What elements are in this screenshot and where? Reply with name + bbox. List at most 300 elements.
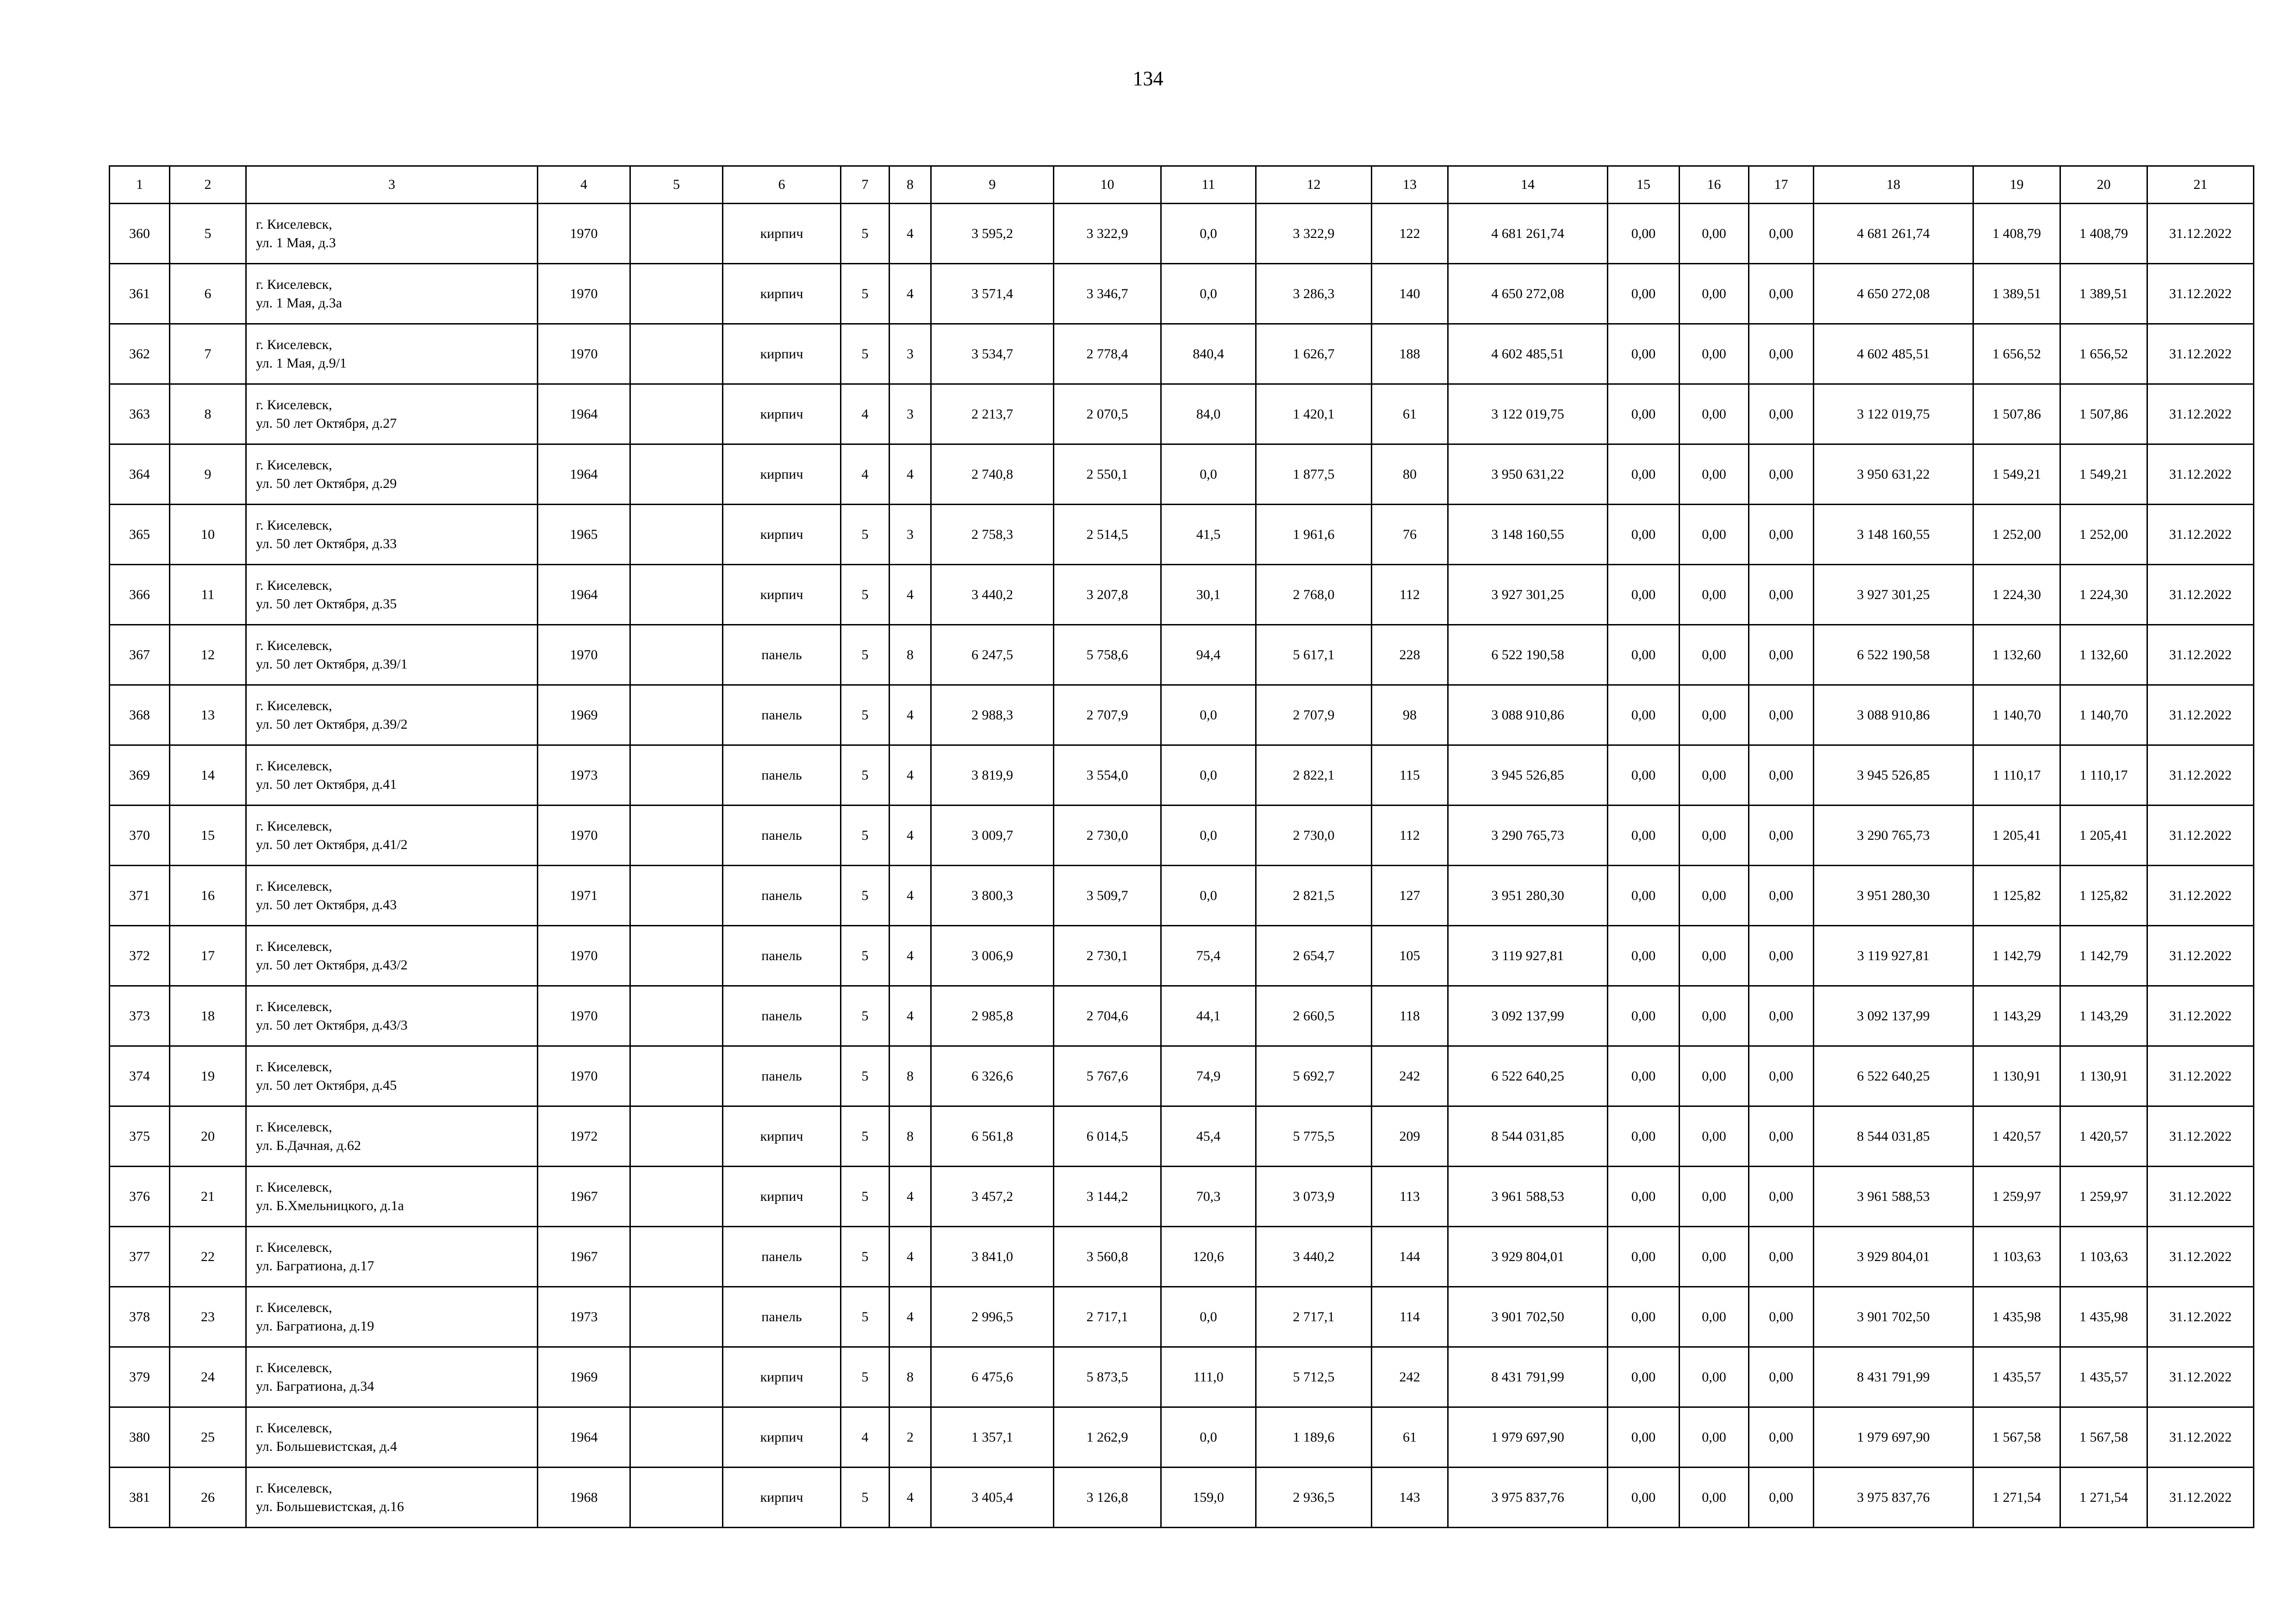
table-cell: 4 602 485,51 [1448, 324, 1608, 384]
table-cell: 3 405,4 [931, 1468, 1054, 1528]
table-cell: 362 [110, 324, 170, 384]
table-cell: 76 [1372, 505, 1448, 565]
table-cell: 0,00 [1608, 1468, 1680, 1528]
table-cell: 3 [890, 505, 931, 565]
address-cell [246, 565, 538, 625]
table-cell: 368 [110, 685, 170, 745]
table-cell: 1 130,91 [2060, 1046, 2147, 1106]
table-cell: 31.12.2022 [2147, 1046, 2254, 1106]
address-city: г. Киселевск, [256, 878, 332, 894]
table-cell: кирпич [723, 444, 841, 505]
table-cell: 4 602 485,51 [1814, 324, 1973, 384]
table-cell [630, 1407, 723, 1468]
table-cell: 0,00 [1680, 1287, 1749, 1347]
table-cell [630, 926, 723, 986]
table-cell: 1 110,17 [2060, 745, 2147, 806]
table-cell: 5 [841, 565, 890, 625]
table-cell: 3 [890, 384, 931, 444]
table-cell: 4 [890, 685, 931, 745]
table-cell: 0,0 [1161, 685, 1256, 745]
table-cell: 31.12.2022 [2147, 204, 2254, 264]
table-cell: 0,00 [1608, 745, 1680, 806]
table-cell: 4 650 272,08 [1448, 264, 1608, 324]
table-cell: 0,00 [1749, 926, 1814, 986]
table-cell: 2 985,8 [931, 986, 1054, 1046]
table-cell: кирпич [723, 1407, 841, 1468]
table-cell: 4 [841, 444, 890, 505]
table-cell [630, 1227, 723, 1287]
address-cell [246, 324, 538, 384]
table-cell: 0,00 [1680, 204, 1749, 264]
table-cell: 0,00 [1749, 565, 1814, 625]
table-cell: 0,0 [1161, 1407, 1256, 1468]
column-header: 21 [2147, 166, 2254, 204]
table-cell: 1 961,6 [1256, 505, 1372, 565]
table-cell: 370 [110, 806, 170, 866]
column-header: 4 [538, 166, 630, 204]
table-cell: 0,00 [1680, 505, 1749, 565]
address-city: г. Киселевск, [256, 1299, 332, 1315]
table-cell: 5 [841, 204, 890, 264]
table-cell: 6 522 640,25 [1814, 1046, 1973, 1106]
table-cell: 4 [890, 264, 931, 324]
table-cell: 5 [841, 1167, 890, 1227]
table-cell: 1 132,60 [2060, 625, 2147, 685]
table-cell: 16 [170, 866, 246, 926]
table-cell [630, 1046, 723, 1106]
table-cell: 3 119 927,81 [1814, 926, 1973, 986]
address-street: ул. 50 лет Октября, д.27 [256, 415, 397, 431]
column-header: 9 [931, 166, 1054, 204]
table-cell: 1 549,21 [2060, 444, 2147, 505]
table-cell: 31.12.2022 [2147, 1287, 2254, 1347]
table-cell: 61 [1372, 1407, 1448, 1468]
table-cell: 371 [110, 866, 170, 926]
table-cell: 18 [170, 986, 246, 1046]
table-cell: 0,00 [1680, 324, 1749, 384]
address-cell [246, 866, 538, 926]
table-cell: 5 [841, 986, 890, 1046]
table-cell: 26 [170, 1468, 246, 1528]
table-cell: 3 290 765,73 [1448, 806, 1608, 866]
table-cell: 0,00 [1680, 685, 1749, 745]
table-cell: 1965 [538, 505, 630, 565]
table-cell: 14 [170, 745, 246, 806]
table-cell: 8 [890, 1347, 931, 1407]
table-cell: 0,00 [1608, 986, 1680, 1046]
table-cell: 7 [170, 324, 246, 384]
table-row [110, 1287, 2254, 1347]
table-cell: 144 [1372, 1227, 1448, 1287]
column-header: 3 [246, 166, 538, 204]
address-cell [246, 625, 538, 685]
address-street: ул. 50 лет Октября, д.33 [256, 536, 397, 551]
table-cell: 3 554,0 [1054, 745, 1161, 806]
table-cell: 3 440,2 [1256, 1227, 1372, 1287]
table-cell: 242 [1372, 1347, 1448, 1407]
table-cell: 5 758,6 [1054, 625, 1161, 685]
address-street: ул. 50 лет Октября, д.43/3 [256, 1017, 408, 1033]
address-cell [246, 1167, 538, 1227]
table-cell: кирпич [723, 565, 841, 625]
table-cell: 3 901 702,50 [1448, 1287, 1608, 1347]
table-cell: 5 [841, 324, 890, 384]
table-cell: 375 [110, 1106, 170, 1167]
table-row [110, 565, 2254, 625]
table-cell: 17 [170, 926, 246, 986]
table-cell: 242 [1372, 1046, 1448, 1106]
address-street: ул. 50 лет Октября, д.45 [256, 1077, 397, 1093]
table-cell: 31.12.2022 [2147, 1407, 2254, 1468]
table-row [110, 1227, 2254, 1287]
table-cell: 1964 [538, 384, 630, 444]
table-cell: 1 142,79 [2060, 926, 2147, 986]
table-cell [630, 565, 723, 625]
column-header: 16 [1680, 166, 1749, 204]
table-cell: 4 681 261,74 [1448, 204, 1608, 264]
table-row [110, 204, 2254, 264]
column-header: 5 [630, 166, 723, 204]
table-cell: 113 [1372, 1167, 1448, 1227]
table-cell: 31.12.2022 [2147, 1227, 2254, 1287]
table-cell: панель [723, 685, 841, 745]
address-street: ул. Большевистская, д.16 [256, 1499, 404, 1514]
table-cell: 6 522 640,25 [1448, 1046, 1608, 1106]
address-street: ул. 50 лет Октября, д.39/1 [256, 656, 408, 672]
table-row [110, 324, 2254, 384]
table-cell: 5 [841, 1287, 890, 1347]
table-row [110, 264, 2254, 324]
table-cell: 6 522 190,58 [1448, 625, 1608, 685]
table-cell: панель [723, 1046, 841, 1106]
table-cell [630, 384, 723, 444]
table-cell: 1 656,52 [2060, 324, 2147, 384]
table-cell: 1 979 697,90 [1448, 1407, 1608, 1468]
table-cell: 5 692,7 [1256, 1046, 1372, 1106]
address-city: г. Киселевск, [256, 457, 332, 473]
table-cell: 2 654,7 [1256, 926, 1372, 986]
table-cell: 2 822,1 [1256, 745, 1372, 806]
address-city: г. Киселевск, [256, 637, 332, 653]
table-cell: 0,00 [1680, 444, 1749, 505]
table-cell: 3 560,8 [1054, 1227, 1161, 1287]
address-cell [246, 384, 538, 444]
table-cell: 31.12.2022 [2147, 505, 2254, 565]
address-city: г. Киселевск, [256, 276, 332, 292]
address-city: г. Киселевск, [256, 517, 332, 533]
table-cell: 0,00 [1680, 986, 1749, 1046]
table-cell: 120,6 [1161, 1227, 1256, 1287]
table-cell: 6 475,6 [931, 1347, 1054, 1407]
table-cell: 1 130,91 [1973, 1046, 2060, 1106]
column-header: 11 [1161, 166, 1256, 204]
table-cell: кирпич [723, 384, 841, 444]
table-cell: 1 125,82 [2060, 866, 2147, 926]
table-cell: 0,00 [1608, 204, 1680, 264]
table-cell: 1 143,29 [1973, 986, 2060, 1046]
table-cell: 3 927 301,25 [1814, 565, 1973, 625]
table-cell: 2 707,9 [1054, 685, 1161, 745]
address-city: г. Киселевск, [256, 818, 332, 834]
table-cell: 3 929 804,01 [1814, 1227, 1973, 1287]
table-cell: 3 122 019,75 [1448, 384, 1608, 444]
table-cell: 31.12.2022 [2147, 625, 2254, 685]
table-cell: 94,4 [1161, 625, 1256, 685]
table-cell: 3 961 588,53 [1814, 1167, 1973, 1227]
table-cell: панель [723, 745, 841, 806]
table-cell: 1 389,51 [1973, 264, 2060, 324]
table-cell: 6 014,5 [1054, 1106, 1161, 1167]
table-cell: 1 132,60 [1973, 625, 2060, 685]
table-cell: 0,00 [1680, 1167, 1749, 1227]
table-cell: 5 [841, 625, 890, 685]
table-row [110, 685, 2254, 745]
table-cell: 1964 [538, 444, 630, 505]
table-cell: 2 988,3 [931, 685, 1054, 745]
table-cell: 5 [841, 1468, 890, 1528]
table-cell: 0,00 [1749, 1407, 1814, 1468]
address-cell [246, 1106, 538, 1167]
table-cell [630, 1287, 723, 1347]
table-cell: 2 707,9 [1256, 685, 1372, 745]
table-cell: 44,1 [1161, 986, 1256, 1046]
table-row [110, 1046, 2254, 1106]
table-cell: 1964 [538, 1407, 630, 1468]
table-cell: 2 717,1 [1256, 1287, 1372, 1347]
table-cell: 1 420,1 [1256, 384, 1372, 444]
table-cell: 840,4 [1161, 324, 1256, 384]
table-cell: 373 [110, 986, 170, 1046]
address-cell [246, 806, 538, 866]
table-row [110, 926, 2254, 986]
table-cell [630, 986, 723, 1046]
address-street: ул. 1 Мая, д.3 [256, 235, 336, 250]
table-cell: 70,3 [1161, 1167, 1256, 1227]
table-cell: 1 567,58 [1973, 1407, 2060, 1468]
table-cell [630, 1106, 723, 1167]
table-cell: 0,00 [1608, 1106, 1680, 1167]
table-cell: 5 617,1 [1256, 625, 1372, 685]
table-cell: 0,00 [1680, 1106, 1749, 1167]
table-cell: панель [723, 625, 841, 685]
table-cell: 1969 [538, 685, 630, 745]
address-street: ул. Большевистская, д.4 [256, 1438, 397, 1454]
table-cell: 1970 [538, 625, 630, 685]
table-cell: 74,9 [1161, 1046, 1256, 1106]
table-cell: 369 [110, 745, 170, 806]
table-cell: 372 [110, 926, 170, 986]
table-cell [630, 264, 723, 324]
table-cell: 366 [110, 565, 170, 625]
table-cell: 1968 [538, 1468, 630, 1528]
table-cell: кирпич [723, 1167, 841, 1227]
table-cell: 0,00 [1749, 324, 1814, 384]
table-cell: 61 [1372, 384, 1448, 444]
table-cell: 0,00 [1680, 806, 1749, 866]
table-cell: 3 509,7 [1054, 866, 1161, 926]
address-street: ул. 50 лет Октября, д.39/2 [256, 716, 408, 732]
table-cell: 0,00 [1680, 745, 1749, 806]
table-cell: 379 [110, 1347, 170, 1407]
table-row [110, 806, 2254, 866]
table-cell: 140 [1372, 264, 1448, 324]
table-cell: 0,00 [1749, 1046, 1814, 1106]
table-cell: 5 [170, 204, 246, 264]
table-cell: 24 [170, 1347, 246, 1407]
table-cell: 1 271,54 [1973, 1468, 2060, 1528]
table-cell: 3 088 910,86 [1448, 685, 1608, 745]
table-cell: 0,0 [1161, 866, 1256, 926]
table-cell: 0,00 [1608, 625, 1680, 685]
table-cell: 374 [110, 1046, 170, 1106]
table-cell: 3 207,8 [1054, 565, 1161, 625]
table-cell: 1 435,57 [1973, 1347, 2060, 1407]
table-cell: 5 767,6 [1054, 1046, 1161, 1106]
table-cell: 31.12.2022 [2147, 866, 2254, 926]
address-city: г. Киселевск, [256, 1179, 332, 1195]
table-cell: 0,00 [1680, 625, 1749, 685]
table-cell: 2 070,5 [1054, 384, 1161, 444]
table-cell: 22 [170, 1227, 246, 1287]
table-cell: 0,00 [1608, 444, 1680, 505]
table-cell: 1 435,57 [2060, 1347, 2147, 1407]
table-row [110, 444, 2254, 505]
table-cell: 3 975 837,76 [1814, 1468, 1973, 1528]
table-cell [630, 444, 723, 505]
table-cell: 1967 [538, 1227, 630, 1287]
table-cell: 0,00 [1608, 324, 1680, 384]
table-cell: 31.12.2022 [2147, 745, 2254, 806]
address-city: г. Киселевск, [256, 577, 332, 593]
column-header: 6 [723, 166, 841, 204]
table-cell: кирпич [723, 1106, 841, 1167]
table-cell: 1970 [538, 324, 630, 384]
table-cell: 0,00 [1608, 685, 1680, 745]
table-cell: 0,00 [1749, 1106, 1814, 1167]
table-cell [630, 866, 723, 926]
table-cell: 31.12.2022 [2147, 384, 2254, 444]
table-cell: 80 [1372, 444, 1448, 505]
address-cell [246, 685, 538, 745]
table-cell: 0,0 [1161, 806, 1256, 866]
table-cell: 3 595,2 [931, 204, 1054, 264]
table-cell: 1973 [538, 1287, 630, 1347]
address-city: г. Киселевск, [256, 1360, 332, 1375]
table-cell: 1 979 697,90 [1814, 1407, 1973, 1468]
table-cell: 2 [890, 1407, 931, 1468]
table-cell: 360 [110, 204, 170, 264]
table-cell: кирпич [723, 1468, 841, 1528]
table-cell: панель [723, 806, 841, 866]
table-cell [630, 505, 723, 565]
table-cell: 111,0 [1161, 1347, 1256, 1407]
table-cell: 1 656,52 [1973, 324, 2060, 384]
table-cell: 11 [170, 565, 246, 625]
column-header: 7 [841, 166, 890, 204]
address-cell [246, 926, 538, 986]
table-cell: 3 951 280,30 [1814, 866, 1973, 926]
table-cell: 25 [170, 1407, 246, 1468]
table-cell: 0,00 [1749, 264, 1814, 324]
table-cell: 8 [890, 625, 931, 685]
table-row [110, 745, 2254, 806]
table-cell: 3 119 927,81 [1448, 926, 1608, 986]
address-city: г. Киселевск, [256, 1119, 332, 1135]
table-cell: 0,00 [1749, 1347, 1814, 1407]
table-cell: 23 [170, 1287, 246, 1347]
table-cell: 3 901 702,50 [1814, 1287, 1973, 1347]
table-cell: 0,00 [1608, 264, 1680, 324]
table-cell: 112 [1372, 806, 1448, 866]
table-cell: 114 [1372, 1287, 1448, 1347]
table-cell: 0,00 [1608, 384, 1680, 444]
table-cell: 4 [890, 1468, 931, 1528]
table-cell: 1 103,63 [1973, 1227, 2060, 1287]
table-cell: 127 [1372, 866, 1448, 926]
address-city: г. Киселевск, [256, 758, 332, 774]
table-cell: 3 009,7 [931, 806, 1054, 866]
table-cell: 1970 [538, 806, 630, 866]
table-cell: 1970 [538, 926, 630, 986]
table-cell: 1 549,21 [1973, 444, 2060, 505]
table-cell: 3 929 804,01 [1448, 1227, 1608, 1287]
table-cell: 3 088 910,86 [1814, 685, 1973, 745]
table-cell: 2 996,5 [931, 1287, 1054, 1347]
address-cell [246, 1046, 538, 1106]
table-cell: 1964 [538, 565, 630, 625]
table-cell: 3 950 631,22 [1448, 444, 1608, 505]
table-cell: 2 778,4 [1054, 324, 1161, 384]
table-cell: 4 [841, 1407, 890, 1468]
address-street: ул. 50 лет Октября, д.43 [256, 897, 397, 912]
table-cell: 1973 [538, 745, 630, 806]
table-cell: 105 [1372, 926, 1448, 986]
table-cell: 5 [841, 806, 890, 866]
column-header: 19 [1973, 166, 2060, 204]
column-header: 2 [170, 166, 246, 204]
address-cell [246, 1287, 538, 1347]
table-cell: 3 290 765,73 [1814, 806, 1973, 866]
address-cell [246, 986, 538, 1046]
table-cell: 1 567,58 [2060, 1407, 2147, 1468]
table-cell: 3 006,9 [931, 926, 1054, 986]
table-cell: 4 [890, 986, 931, 1046]
table-cell: 0,00 [1749, 866, 1814, 926]
table-cell: 8 544 031,85 [1814, 1106, 1973, 1167]
table-cell: 8 [890, 1046, 931, 1106]
table-cell: 1 389,51 [2060, 264, 2147, 324]
table-cell: 1970 [538, 986, 630, 1046]
address-street: ул. Багратиона, д.34 [256, 1378, 374, 1394]
table-cell: 9 [170, 444, 246, 505]
table-cell: 4 [890, 1167, 931, 1227]
table-cell: 5 775,5 [1256, 1106, 1372, 1167]
table-cell: 1 877,5 [1256, 444, 1372, 505]
table-cell: кирпич [723, 204, 841, 264]
table-cell: 1972 [538, 1106, 630, 1167]
table-cell: 1 103,63 [2060, 1227, 2147, 1287]
table-cell: 5 712,5 [1256, 1347, 1372, 1407]
table-cell: 1 507,86 [1973, 384, 2060, 444]
address-city: г. Киселевск, [256, 1420, 332, 1436]
table-cell: 1 205,41 [2060, 806, 2147, 866]
table-cell: 31.12.2022 [2147, 1106, 2254, 1167]
table-cell: 4 [890, 1287, 931, 1347]
table-cell: 0,00 [1749, 625, 1814, 685]
address-cell [246, 1227, 538, 1287]
table-cell: 31.12.2022 [2147, 444, 2254, 505]
table-cell: 3 457,2 [931, 1167, 1054, 1227]
